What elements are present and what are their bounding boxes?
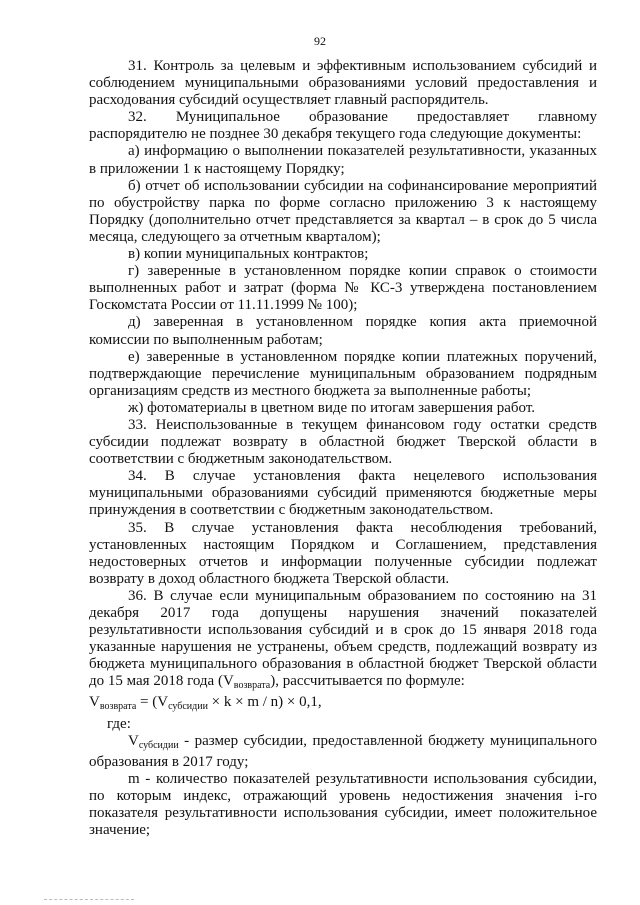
paragraph-36-main: 36. В случае если муниципальным образованием по состоянию на 31 декабря 2017 года допущены нарушения значений показателей результативности использования субсидий и в срок до 15 января 2018 года указанные нарушения не устранены, объем средств, подлежащий возврату из бюджета муниципального образования в областной бюджет Тверской области до 15 мая 2018 года (V — [89, 587, 597, 690]
item-zh: ж) фотоматериалы в цветном виде по итогам завершения работ. — [128, 399, 536, 416]
item-a: а) информацию о выполнении показателей результативности, указанных в приложении 1 к настоящему Порядку; — [89, 143, 597, 177]
paragraph-34: 34. В случае установления факта нецелевого использования муниципальными образованиями субсидий применяются бюджетные меры принуждения в соответствии с бюджетным законодательством. — [89, 468, 597, 519]
formula-where-label: где: — [107, 715, 131, 732]
formula-v-subscript: возврата — [99, 701, 137, 713]
definition-vsubsidy-subscript: субсидии — [138, 739, 179, 751]
paragraph-32: 32. Муниципальное образование предоставляет главному распорядителю не позднее 30 декабря текущего года следующие документы: — [89, 109, 597, 143]
item-v: в) копии муниципальных контрактов; — [128, 246, 369, 263]
paragraph-33: 33. Неиспользованные в текущем финансовом году остатки средств субсидии подлежат возврату в областной бюджет Тверской области в соответствии с бюджетным законодательством. — [89, 416, 597, 468]
formula-subsidy-subscript: субсидии — [168, 701, 208, 713]
paragraph-36-tail: ), рассчитывается по формуле: — [270, 673, 465, 690]
page-number: 92 — [314, 34, 326, 48]
paragraph-31: 31. Контроль за целевым и эффективным использованием субсидий и соблюдением муниципальными образованиями условий предоставления и расходования субсидий осуществляет главный распорядитель. — [89, 58, 597, 109]
item-b: б) отчет об использовании субсидии на софинансирование мероприятий по обустройству парка по форме согласно приложению 3 к настоящему Порядку (дополнительно отчет представляется за квартал – в срок до 5 числа месяца, следующего за отчетным кварталом); — [89, 177, 597, 245]
definition-vsubsidy-text: - размер субсидии, предоставленной бюджету муниципального образования в 2017 году; — [89, 732, 597, 770]
definition-vsubsidy — [89, 733, 597, 771]
formula — [89, 694, 597, 715]
item-e: е) заверенные в установленном порядке копии платежных поручений, подтверждающие перечисление муниципальным образованием подрядным организациям средств из местного бюджета за выполненные работы; — [89, 348, 597, 399]
paragraph-36-subscript: возврата — [233, 680, 271, 692]
paragraph-36 — [89, 588, 597, 695]
formula-equals: = (V — [136, 694, 169, 711]
item-d: д) заверенная в установленном порядке копия акта приемочной комиссии по выполненным работам; — [89, 314, 597, 348]
item-g: г) заверенные в установленном порядке копии справок о стоимости выполненных работ и затрат (форма № КС-3 утверждена постановлением Госкомстата России от 11.11.1999 № 100); — [89, 263, 597, 314]
formula-v: V — [89, 694, 100, 711]
definition-vsubsidy-symbol: V — [128, 732, 139, 749]
paragraph-35: 35. В случае установления факта несоблюдения требований, установленных настоящим Порядком и Соглашением, представления недостоверных отчетов и информации полученные субсидии подлежат возврату в доход областного бюджета Тверской области. — [89, 519, 597, 587]
formula-rest: × k × m / n) × 0,1, — [207, 694, 322, 711]
document-body — [89, 58, 597, 839]
scan-artifact-line — [44, 899, 134, 900]
definition-m: m - количество показателей результативности использования субсидии, по которым индекс, отражающий уровень недостижения значения i-го показателя результативности использования субсидии, имеет положительное значение; — [89, 770, 597, 839]
